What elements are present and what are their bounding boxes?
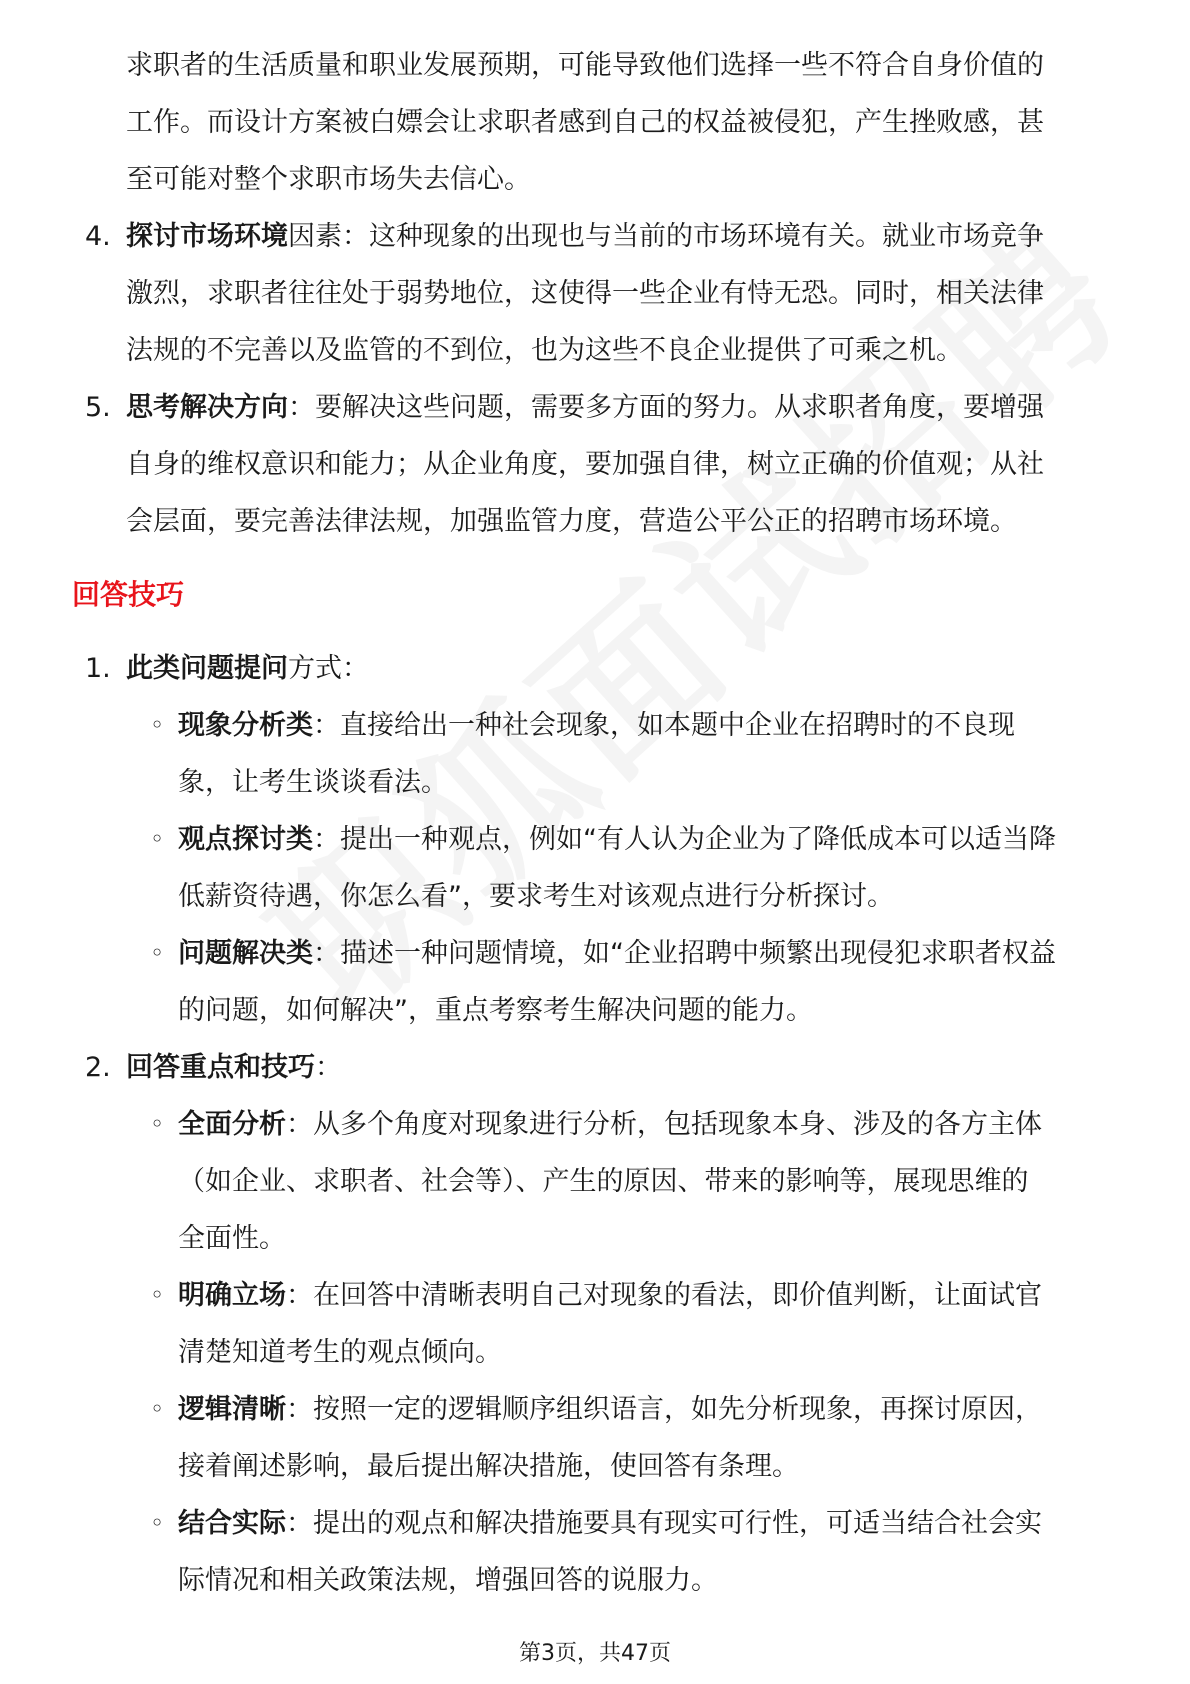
- bullet-text: ：按照一定的逻辑顺序组织语言，如先分析现象，再探讨原因，: [286, 1394, 1042, 1425]
- bullet-text: ：提出一种观点，例如“有人认为企业为了降低成本可以适当降: [313, 824, 1056, 855]
- list-number: 2.: [85, 1052, 111, 1083]
- list-number: 5.: [85, 392, 111, 423]
- paragraph-line: 的问题，如何解决”，重点考察考生解决问题的能力。: [178, 995, 813, 1026]
- bullet-bold-label: 问题解决类: [178, 938, 313, 969]
- bullet-icon: ◦: [150, 825, 165, 853]
- paragraph-line: 象，让考生谈谈看法。: [178, 767, 448, 798]
- item-text: ：: [315, 1052, 342, 1083]
- section-heading: 回答技巧: [72, 578, 185, 611]
- paragraph-line: 会层面，要完善法律法规，加强监管力度，营造公平公正的招聘市场环境。: [126, 506, 1017, 537]
- list-item-5: [0, 379, 1190, 436]
- paragraph-line: 工作。而设计方案被白嫖会让求职者感到自己的权益被侵犯，产生挫败感，甚: [126, 107, 1044, 138]
- list-number: 4.: [85, 221, 111, 252]
- item-text: 因素：这种现象的出现也与当前的市场环境有关。就业市场竞争: [288, 221, 1044, 252]
- item-bold-label: 回答重点和技巧: [126, 1052, 315, 1083]
- bullet-text: ：在回答中清晰表明自己对现象的看法，即价值判断，让面试官: [286, 1280, 1042, 1311]
- bullet-bold-label: 现象分析类: [178, 710, 313, 741]
- list-item-4: [0, 208, 1190, 265]
- bullet-item: [0, 1096, 1190, 1153]
- paragraph-line: 至可能对整个求职市场失去信心。: [126, 164, 531, 195]
- bullet-item: [0, 1381, 1190, 1438]
- item-bold-label: 思考解决方向: [126, 392, 288, 423]
- paragraph-line: 法规的不完善以及监管的不到位，也为这些不良企业提供了可乘之机。: [126, 335, 963, 366]
- tip-item-1: [0, 640, 1190, 697]
- bullet-item: [0, 925, 1190, 982]
- item-text: ：要解决这些问题，需要多方面的努力。从求职者角度，要增强: [288, 392, 1044, 423]
- bullet-icon: ◦: [150, 1281, 165, 1309]
- tip-item-2: [0, 1039, 1190, 1096]
- paragraph-line: 接着阐述影响，最后提出解决措施，使回答有条理。: [178, 1451, 799, 1482]
- paragraph-line: 求职者的生活质量和职业发展预期，可能导致他们选择一些不符合自身价值的: [126, 50, 1044, 81]
- item-bold-label: 探讨市场环境: [126, 221, 288, 252]
- paragraph-line: 激烈，求职者往往处于弱势地位，这使得一些企业有恃无恐。同时，相关法律: [126, 278, 1044, 309]
- bullet-item: [0, 1495, 1190, 1552]
- paragraph-line: 际情况和相关政策法规，增强回答的说服力。: [178, 1565, 718, 1596]
- paragraph-line: 自身的维权意识和能力；从企业角度，要加强自律，树立正确的价值观；从社: [126, 449, 1044, 480]
- bullet-text: ：描述一种问题情境，如“企业招聘中频繁出现侵犯求职者权益: [313, 938, 1056, 969]
- bullet-text: ：提出的观点和解决措施要具有现实可行性，可适当结合社会实: [286, 1508, 1042, 1539]
- paragraph-line: （如企业、求职者、社会等）、产生的原因、带来的影响等，展现思维的: [178, 1166, 1029, 1197]
- bullet-bold-label: 全面分析: [178, 1109, 286, 1140]
- bullet-item: [0, 1267, 1190, 1324]
- bullet-icon: ◦: [150, 711, 165, 739]
- paragraph-line: 清楚知道考生的观点倾向。: [178, 1337, 502, 1368]
- bullet-text: ：直接给出一种社会现象，如本题中企业在招聘时的不良现: [313, 710, 1015, 741]
- bullet-icon: ◦: [150, 1509, 165, 1537]
- bullet-item: [0, 697, 1190, 754]
- bullet-text: ：从多个角度对现象进行分析，包括现象本身、涉及的各方主体: [286, 1109, 1042, 1140]
- paragraph-line: 低薪资待遇，你怎么看”，要求考生对该观点进行分析探讨。: [178, 881, 894, 912]
- paragraph-line: 全面性。: [178, 1223, 286, 1254]
- bullet-icon: ◦: [150, 1110, 165, 1138]
- bullet-bold-label: 明确立场: [178, 1280, 286, 1311]
- page-footer: 第3页，共47页: [519, 1641, 671, 1666]
- bullet-bold-label: 观点探讨类: [178, 824, 313, 855]
- page-content: [0, 37, 1190, 1609]
- bullet-item: [0, 811, 1190, 868]
- bullet-bold-label: 结合实际: [178, 1508, 286, 1539]
- item-bold-label: 此类问题提问: [126, 653, 288, 684]
- item-text: 方式：: [288, 653, 369, 684]
- bullet-bold-label: 逻辑清晰: [178, 1394, 286, 1425]
- bullet-icon: ◦: [150, 939, 165, 967]
- bullet-icon: ◦: [150, 1395, 165, 1423]
- list-number: 1.: [85, 653, 111, 684]
